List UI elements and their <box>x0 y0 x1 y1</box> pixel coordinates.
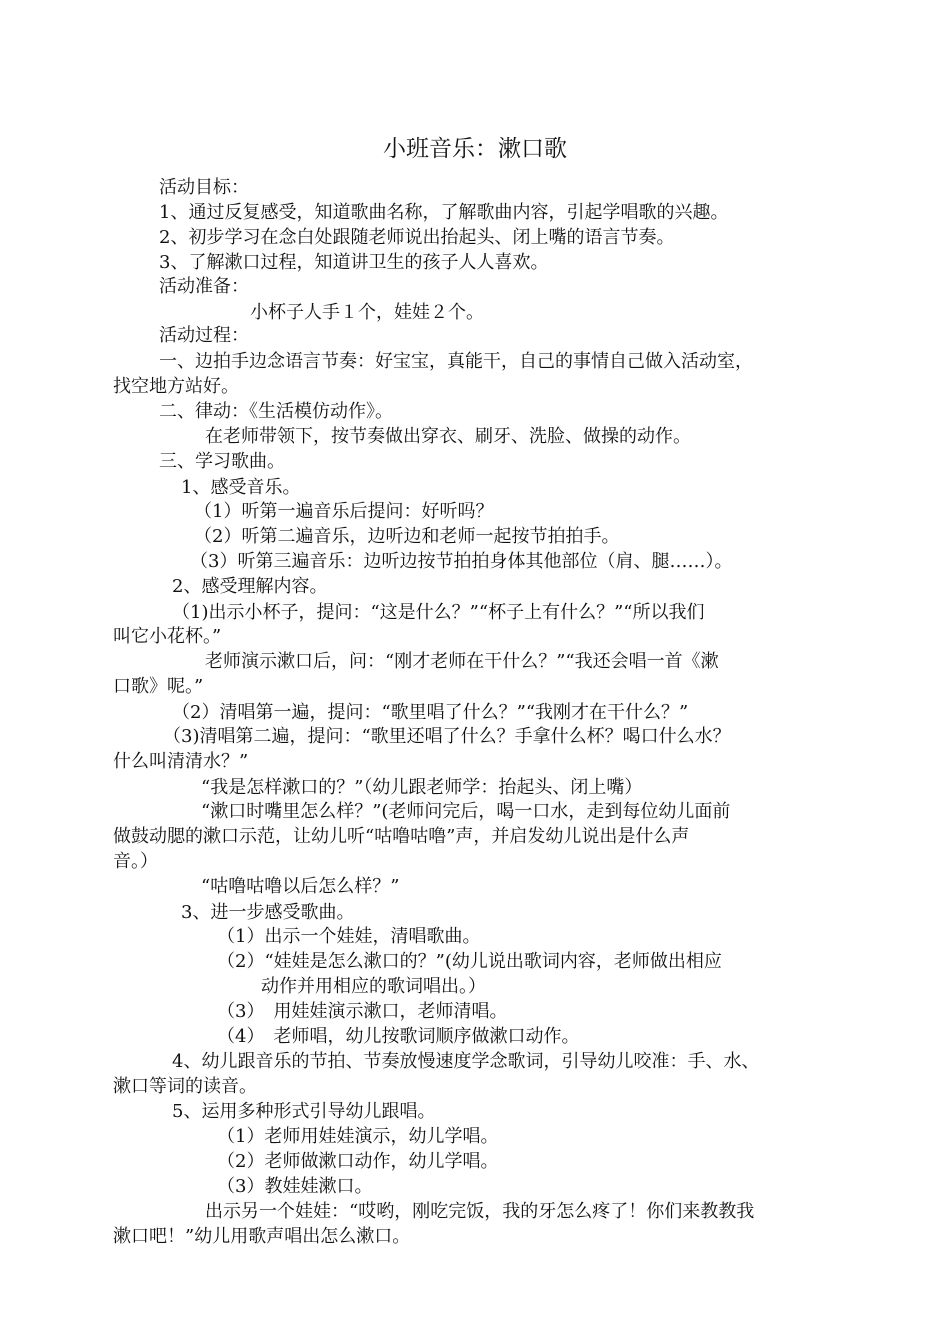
text-line: （2）老师做漱口动作，幼儿学唱。 <box>217 1151 499 1172</box>
text-line: “漱口时嘴里怎么样？”(老师问完后，喝一口水，走到每位幼儿面前 <box>201 801 731 822</box>
text-line: 口歌》呢。” <box>113 676 204 697</box>
section-heading-process: 活动过程： <box>159 325 249 346</box>
text-line: 漱口吧！”幼儿用歌声唱出怎么漱口。 <box>113 1226 411 1247</box>
text-line: 做鼓动腮的漱口示范，让幼儿听“咕噜咕噜”声，并启发幼儿说出是什么声 <box>113 826 690 847</box>
text-line: （4） 老师唱，幼儿按歌词顺序做漱口动作。 <box>217 1026 580 1047</box>
text-line: 出示另一个娃娃：“哎哟，刚吃完饭，我的牙怎么疼了！你们来教教我 <box>205 1201 755 1222</box>
text-line: 1、通过反复感受，知道歌曲名称，了解歌曲内容，引起学唱歌的兴趣。 <box>159 202 729 223</box>
text-line: 一、边拍手边念语言节奏：好宝宝，真能干，自己的事情自己做入活动室， <box>159 351 753 372</box>
text-line: 叫它小花杯。” <box>113 626 222 647</box>
text-line: 小杯子人手１个，娃娃２个。 <box>250 302 484 323</box>
text-line: 2、初步学习在念白处跟随老师说出抬起头、闭上嘴的语言节奏。 <box>159 227 675 248</box>
text-line: 动作并用相应的歌词唱出。） <box>261 976 486 997</box>
text-line: （1）老师用娃娃演示，幼儿学唱。 <box>217 1126 499 1147</box>
text-line: （2）清唱第一遍，提问：“歌里唱了什么？”“我刚才在干什么？” <box>172 702 689 723</box>
text-line: （1）听第一遍音乐后提问：好听吗？ <box>194 501 494 522</box>
text-line: 漱口等词的读音。 <box>113 1076 257 1097</box>
text-line: （2）“娃娃是怎么漱口的？”(幼儿说出歌词内容，老师做出相应 <box>217 951 722 972</box>
text-line: （1）出示一个娃娃，清唱歌曲。 <box>217 926 481 947</box>
text-line: 2、感受理解内容。 <box>172 576 328 597</box>
document-title: 小班音乐：漱口歌 <box>383 136 567 162</box>
text-line: （3)清唱第二遍，提问：“歌里还唱了什么？手拿什么杯？喝口什么水？ <box>163 726 731 747</box>
text-line: 老师演示漱口后，问：“刚才老师在干什么？”“我还会唱一首《漱 <box>205 651 719 672</box>
text-line: 在老师带领下，按节奏做出穿衣、刷牙、洗脸、做操的动作。 <box>205 426 691 447</box>
text-line: （2）听第二遍音乐，边听边和老师一起按节拍拍手。 <box>194 526 620 547</box>
text-line: （3） 用娃娃演示漱口，老师清唱。 <box>217 1001 508 1022</box>
text-line: 5、运用多种形式引导幼儿跟唱。 <box>172 1101 436 1122</box>
text-line: （3）教娃娃漱口。 <box>217 1176 373 1197</box>
text-line: 三、学习歌曲。 <box>159 451 285 472</box>
text-line: “咕噜咕噜以后怎么样？” <box>201 876 400 897</box>
text-line: “我是怎样漱口的？”（幼儿跟老师学：抬起头、闭上嘴） <box>201 777 643 798</box>
text-line: 3、了解漱口过程，知道讲卫生的孩子人人喜欢。 <box>159 252 549 273</box>
section-heading-goals: 活动目标： <box>159 177 249 198</box>
text-line: 找空地方站好。 <box>113 376 239 397</box>
section-heading-prep: 活动准备： <box>159 276 249 297</box>
text-line: 二、律动：《生活模仿动作》。 <box>159 401 393 422</box>
text-line: 1、感受音乐。 <box>181 477 301 498</box>
text-line: （1)出示小杯子，提问：“这是什么？”“杯子上有什么？”“所以我们 <box>172 602 705 623</box>
text-line: 4、幼儿跟音乐的节拍、节奏放慢速度学念歌词，引导幼儿咬准：手、水、 <box>172 1051 760 1072</box>
text-line: 什么叫清清水？” <box>113 751 249 772</box>
text-line: 音。） <box>113 851 158 872</box>
text-line: （3）听第三遍音乐：边听边按节拍拍身体其他部位（肩、腿……）。 <box>190 551 733 572</box>
text-line: 3、进一步感受歌曲。 <box>181 902 355 923</box>
